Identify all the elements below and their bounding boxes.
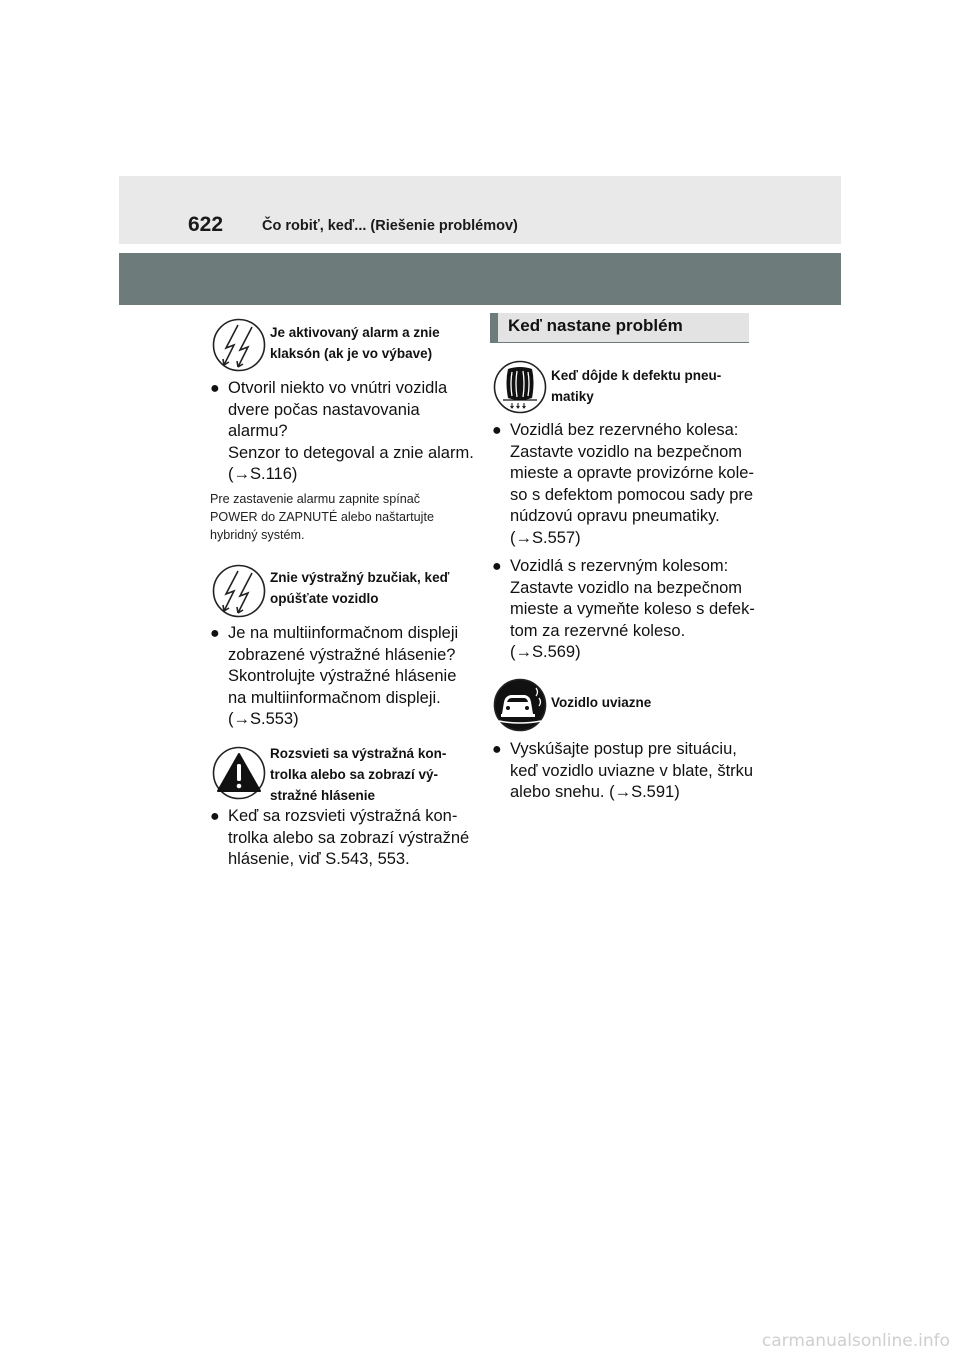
chapter-title: Čo robiť, keď... (Riešenie problémov) xyxy=(262,218,518,234)
bullet-item: ● Vozidlá s rezervným kolesom: Zastavte vozidlo na bezpečnom mieste a vymeňte koleso s defek- tom za rezervné koleso. (→S.569) xyxy=(492,557,755,661)
header-band-dark xyxy=(119,253,841,305)
bullet-dot-icon: ● xyxy=(210,625,220,642)
bullet-dot-icon: ● xyxy=(210,380,220,397)
alarm-lightning-icon xyxy=(212,318,266,372)
warning-exclamation-icon xyxy=(212,746,266,800)
icon4-title: Keď dôjde k defektu pneu- matiky xyxy=(551,368,722,404)
bullet-dot-icon: ● xyxy=(492,422,502,439)
icon1-title: Je aktivovaný alarm a znie klaksón (ak je vo výbave) xyxy=(270,325,440,361)
section-heading: Keď nastane problém xyxy=(490,313,749,343)
bullet-item: ● Keď sa rozsvieti výstražná kon- trolka alebo sa zobrazí výstražné hlásenie, viď S.543, 553. xyxy=(210,807,470,868)
bullet-dot-icon: ● xyxy=(492,741,502,758)
icon3-title: Rozsvieti sa výstražná kon- trolka alebo sa zobrazí vý- stražné hlásenie xyxy=(270,746,447,803)
note-text: Pre zastavenie alarmu zapnite spínač POWER do ZAPNUTÉ alebo naštartujte hybridný systém. xyxy=(210,492,434,542)
bullet-item: ● Je na multiinformačnom displeji zobrazené výstražné hlásenie? Skontrolujte výstražné hlásenie na multiinformačnom displeji. (→S.553) xyxy=(210,624,459,728)
page-number: 622 xyxy=(188,213,224,236)
buzzer-lightning-icon xyxy=(212,564,266,618)
bullet-dot-icon: ● xyxy=(210,808,220,825)
bullet-dot-icon: ● xyxy=(492,558,502,575)
flat-tire-icon xyxy=(493,360,547,414)
bullet-item: ● Vozidlá bez rezervného kolesa: Zastavte vozidlo na bezpečnom mieste a opravte provizórne kole- so s defektom pomocou sady pre núdzovú opravu pneumatiky. (→S.557) xyxy=(492,421,754,547)
icon5-title: Vozidlo uviazne xyxy=(551,695,652,710)
bullet-item: ● Vyskúšajte postup pre situáciu, keď vozidlo uviazne v blate, štrku alebo snehu. (→S.591) xyxy=(492,740,754,801)
icon2-title: Znie výstražný bzučiak, keď opúšťate vozidlo xyxy=(270,570,450,606)
bullet-item: ● Otvoril niekto vo vnútri vozidla dvere počas nastavovania alarmu? Senzor to detegoval a znie alarm. (→S.116) xyxy=(210,379,474,483)
stuck-car-icon xyxy=(493,678,547,732)
watermark: carmanualsonline.info xyxy=(761,1331,950,1351)
